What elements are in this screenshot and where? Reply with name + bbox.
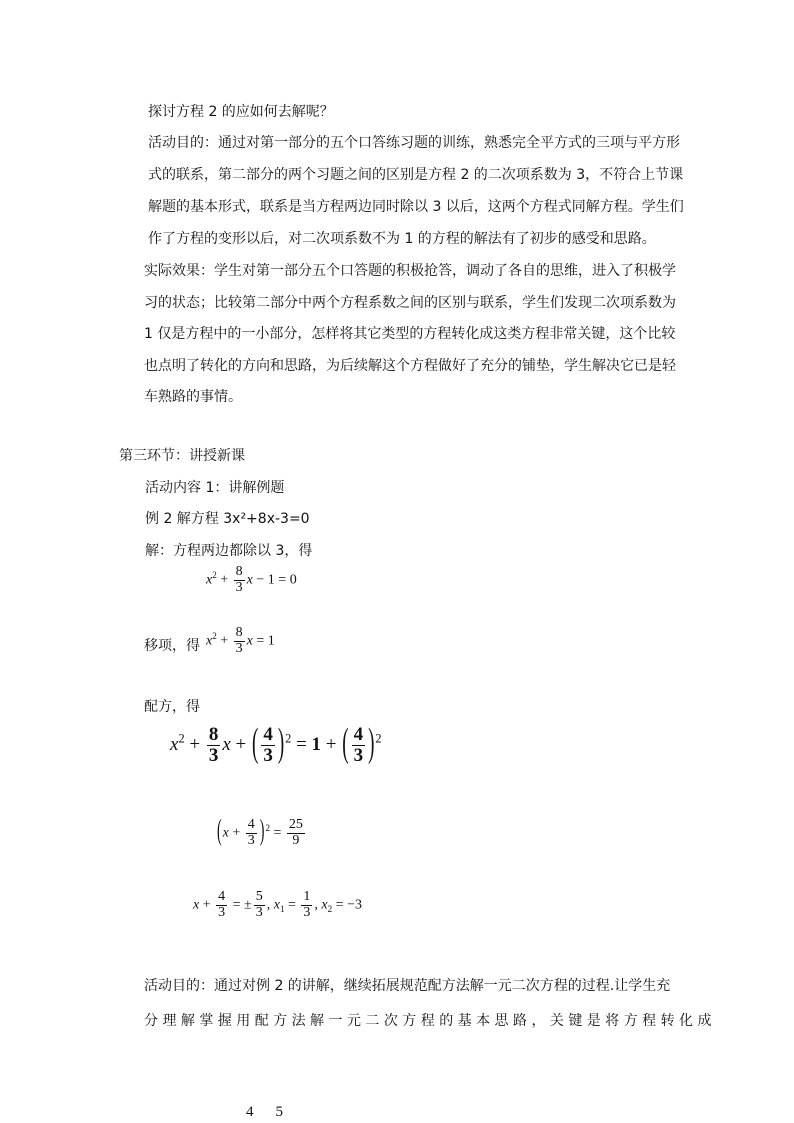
activity-title: 活动内容 1：讲解例题 xyxy=(145,480,285,496)
purpose-line: 作了方程的变形以后，对二次项系数不为 1 的方程的解法有了初步的感受和思路。 xyxy=(148,231,656,247)
purpose-line: 解题的基本形式，联系是当方程两边同时除以 3 以后，这两个方程式同解方程。学生们 xyxy=(148,199,684,215)
equation-square: (x + $\frac{4}{3}$ )$^2$ = $\frac{25}{9}$ xyxy=(217,816,303,848)
solution-line: 解：方程两边都除以 3，得 xyxy=(145,543,313,559)
section-heading: 第三环节：讲授新课 xyxy=(119,448,245,464)
purpose-line: 式的联系，第二部分的两个习题之间的区别是方程 2 的二次项系数为 3，不符合上节课 xyxy=(148,167,684,183)
effect-line: 1 仅是方程中的一小部分，怎样将其它类型的方程转化成这类方程非常关键，这个比较 xyxy=(144,326,676,342)
effect-line: 习的状态；比较第二部分中两个方程系数之间的区别与联系，学生们发现二次项系数为 xyxy=(144,295,676,311)
equation-roots: x + $\frac{4}{3}$ = ± $\frac{5}{3}$ , $x_1$ = $\frac{1}{3}$ , $x_2 = -3$ xyxy=(193,889,362,920)
purpose-line: 活动目的：通过对例 2 的讲解，继续拓展规范配方法解一元二次方程的过程.让学生充 xyxy=(144,978,671,994)
effect-line: 车熟路的事情。 xyxy=(144,389,242,405)
move-label: 移项，得 xyxy=(144,638,200,654)
purpose-line: 活动目的：通过对第一部分的五个口答练习题的训练，熟悉完全平方式的三项与平方形 xyxy=(148,135,680,151)
equation-divided: $x^2$ + $\frac{8}{3}$ x − 1 = 0 xyxy=(206,564,297,595)
complete-label: 配方，得 xyxy=(144,699,200,715)
question-line: 探讨方程 2 的应如何去解呢？ xyxy=(148,104,334,120)
effect-line: 实际效果：学生对第一部分五个口答题的积极抢答，调动了各自的思维，进入了积极学 xyxy=(144,263,676,279)
cutoff-fraction-fragment: 4 5 xyxy=(246,1104,283,1120)
example-line: 例 2 解方程 3x²+8x-3=0 xyxy=(145,511,310,527)
equation-moved: $x^2$ + $\frac{8}{3}$ x = 1 xyxy=(206,625,275,656)
purpose-line: 分 理 解 掌 握 用 配 方 法 解 一 元 二 次 方 程 的 基 本 思 路 ， 关 键 是 将 方 程 转 化 成 xyxy=(144,1013,712,1029)
equation-completed: $x^2$ + $\frac{8}{3}$ x + ( $\frac{4}{3}$ )$^2$ = 1 + ( $\frac{4}{3}$ )$^2$ xyxy=(170,722,382,767)
effect-line: 也点明了转化的方向和思路，为后续解这个方程做好了充分的铺垫，学生解决它已是轻 xyxy=(144,358,676,374)
